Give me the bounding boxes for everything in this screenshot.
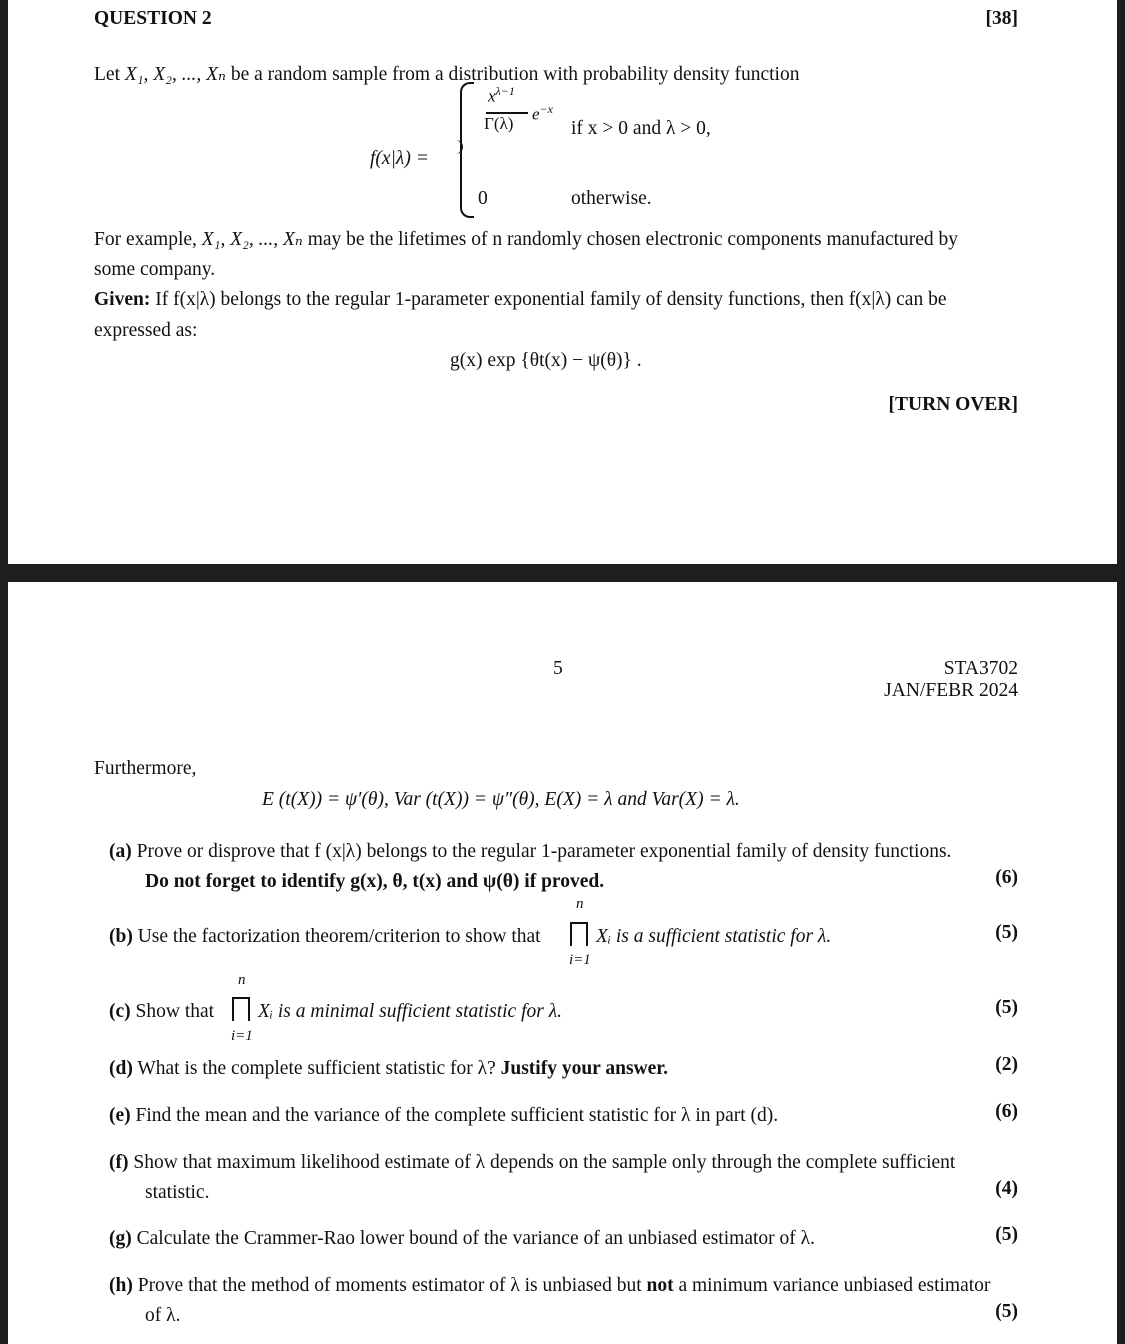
part-b-prod-upper: n [576, 896, 584, 912]
furthermore-label: Furthermore, [94, 758, 197, 779]
example-line-2: some company. [94, 259, 216, 280]
part-c-marks: (5) [995, 997, 1018, 1018]
intro-variables: X₁, X₂, ..., Xₙ [124, 64, 226, 85]
part-d: (d) What is the complete sufficient statistic for λ? Justify your answer. [109, 1058, 669, 1079]
part-a-instruction: Do not forget to identify g(x), θ, t(x) and ψ(θ) if proved. [145, 871, 605, 892]
part-b-marks: (5) [995, 922, 1018, 943]
exponential-family-formula: g(x) exp {θt(x) − ψ(θ)} . [450, 350, 642, 371]
part-c-rest: Xᵢ is a minimal sufficient statistic for λ. [258, 1001, 563, 1022]
part-b: (b) Use the factorization theorem/criterion to show that [109, 926, 541, 947]
pdf-numerator: $x^{\lambda-1}$ [488, 84, 515, 106]
pdf-denominator: Γ(λ) [484, 114, 514, 133]
part-h-line-2: of λ. [145, 1305, 181, 1326]
part-e: (e) Find the mean and the variance of the complete sufficient statistic for λ in part (d). [109, 1105, 779, 1126]
part-f: (f) Show that maximum likelihood estimate of λ depends on the sample only through the complete sufficient [109, 1152, 956, 1173]
part-c-prod-lower: i=1 [231, 1028, 253, 1044]
question-title: QUESTION 2 [94, 8, 212, 29]
part-a-marks: (6) [995, 867, 1018, 888]
part-g-marks: (5) [995, 1224, 1018, 1245]
intro-line: Let X₁, X₂, ..., Xₙ be a random sample from a distribution with probability density function [94, 64, 800, 85]
part-h: (h) Prove that the method of moments estimator of λ is unbiased but not a minimum variance unbiased estimator [109, 1275, 991, 1296]
example-line-1: For example, X₁, X₂, ..., Xₙ may be the lifetimes of n randomly chosen electronic components manufactured by [94, 229, 959, 250]
page-number: 5 [553, 658, 563, 679]
product-symbol [570, 922, 588, 946]
given-line-1: Given: If f(x|λ) belongs to the regular 1-parameter exponential family of density functions, then f(x|λ) can be [94, 289, 947, 310]
pdf-case2-value: 0 [478, 188, 488, 209]
part-h-marks: (5) [995, 1301, 1018, 1322]
part-c: (c) Show that [109, 1001, 215, 1022]
part-b-rest: Xᵢ is a sufficient statistic for λ. [596, 926, 832, 947]
pdf-exp-term: $e^{-x}$ [532, 102, 553, 124]
turn-over-label: [TURN OVER] [888, 394, 1018, 415]
part-c-prod-upper: n [238, 972, 246, 988]
pdf-lhs: f(x|λ) = [370, 148, 429, 169]
part-a: (a) Prove or disprove that f (x|λ) belongs to the regular 1-parameter exponential family of density functions. [109, 841, 952, 862]
given-label: Given: [94, 289, 151, 310]
given-line-2: expressed as: [94, 320, 198, 341]
part-d-marks: (2) [995, 1054, 1018, 1075]
part-b-prod-lower: i=1 [569, 952, 591, 968]
part-f-marks: (4) [995, 1178, 1018, 1199]
part-f-line-2: statistic. [145, 1182, 210, 1203]
total-marks: [38] [985, 8, 1018, 29]
exam-page-bottom [8, 582, 1117, 1344]
part-e-marks: (6) [995, 1101, 1018, 1122]
pdf-case2-condition: otherwise. [571, 188, 652, 209]
part-g: (g) Calculate the Crammer-Rao lower bound of the variance of an unbiased estimator of λ. [109, 1228, 815, 1249]
product-symbol [232, 997, 250, 1021]
pdf-case1-condition: if x > 0 and λ > 0, [571, 118, 711, 139]
exam-page-top [8, 0, 1117, 564]
moments-formula: E (t(X)) = ψ′(θ), Var (t(X)) = ψ″(θ), E(X) = λ and Var(X) = λ. [262, 789, 740, 810]
exam-date: JAN/FEBR 2024 [884, 680, 1018, 701]
course-code: STA3702 [943, 658, 1018, 679]
